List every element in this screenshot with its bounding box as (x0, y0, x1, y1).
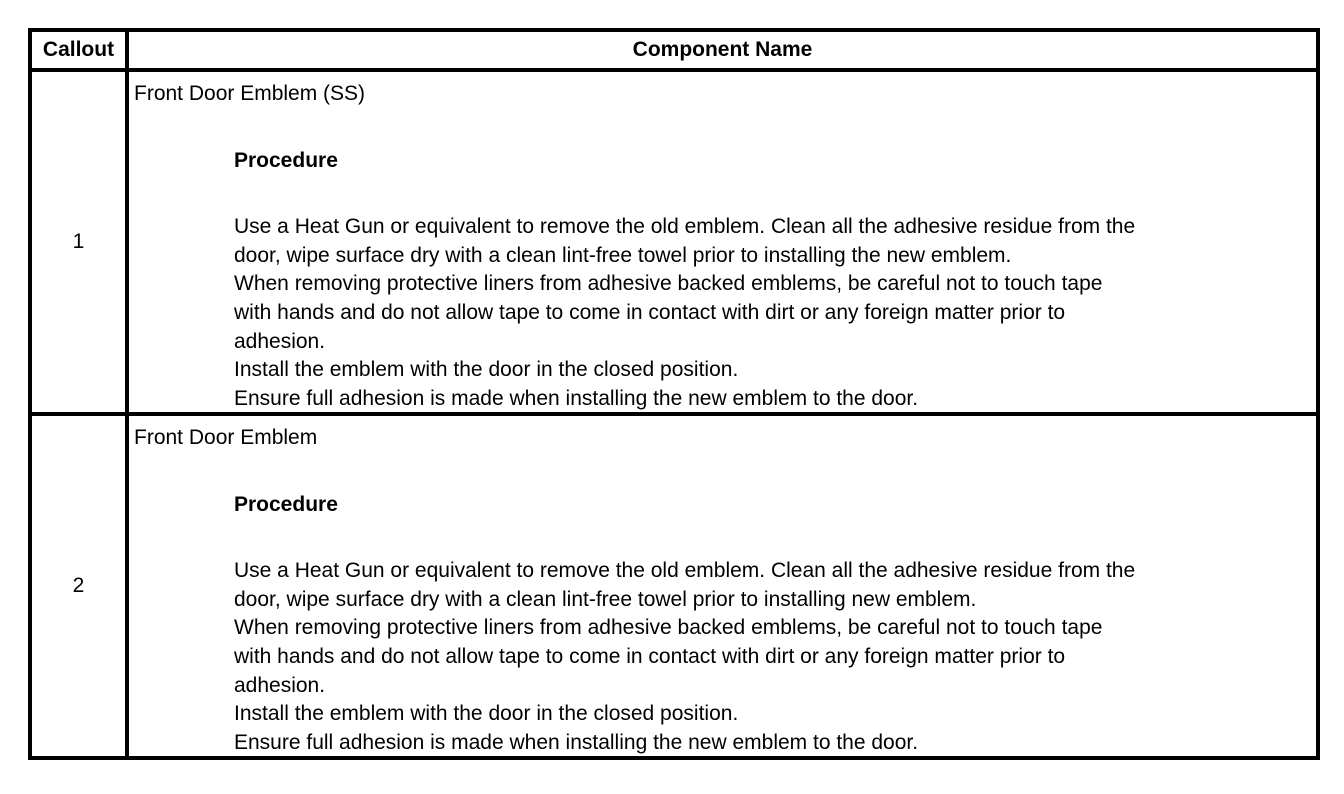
procedure-step: Use a Heat Gun or equivalent to remove the old emblem. Clean all the adhesive residue from the door, wipe surface dry with a clean lint-free towel prior to installing new emblem. (234, 559, 1136, 611)
component-name: Front Door Emblem (134, 426, 318, 449)
procedure-step: Ensure full adhesion is made when installing the new emblem to the door. (234, 386, 919, 410)
procedure-block (234, 147, 1316, 414)
component-table (28, 28, 1320, 760)
component-name: Front Door Emblem (SS) (134, 82, 366, 105)
procedure-steps (234, 213, 1316, 413)
callout-number: 1 (30, 70, 127, 414)
component-name-header: Component Name (127, 30, 1318, 70)
procedure-block (234, 491, 1316, 758)
component-cell (127, 414, 1318, 758)
component-cell (127, 70, 1318, 414)
procedure-step: Use a Heat Gun or equivalent to remove the old emblem. Clean all the adhesive residue from the door, wipe surface dry with a clean lint-free towel prior to installing the new emblem. (234, 215, 1136, 267)
procedure-heading: Procedure (234, 492, 338, 516)
callout-header: Callout (30, 30, 127, 70)
callout-number: 2 (30, 414, 127, 758)
procedure-step: Ensure full adhesion is made when installing the new emblem to the door. (234, 730, 919, 754)
procedure-step: Install the emblem with the door in the closed position. (234, 358, 739, 382)
table-row (30, 414, 1318, 758)
procedure-step: Install the emblem with the door in the closed position. (234, 702, 739, 726)
procedure-step: When removing protective liners from adhesive backed emblems, be careful not to touch tape with hands and do not allow tape to come in contact with dirt or any foreign matter prior to adhesion. (234, 616, 1103, 697)
procedure-heading: Procedure (234, 148, 338, 172)
procedure-steps (234, 557, 1316, 757)
header-row (30, 30, 1318, 70)
procedure-step: When removing protective liners from adhesive backed emblems, be careful not to touch tape with hands and do not allow tape to come in contact with dirt or any foreign matter prior to adhesion. (234, 272, 1103, 353)
table-row (30, 70, 1318, 414)
